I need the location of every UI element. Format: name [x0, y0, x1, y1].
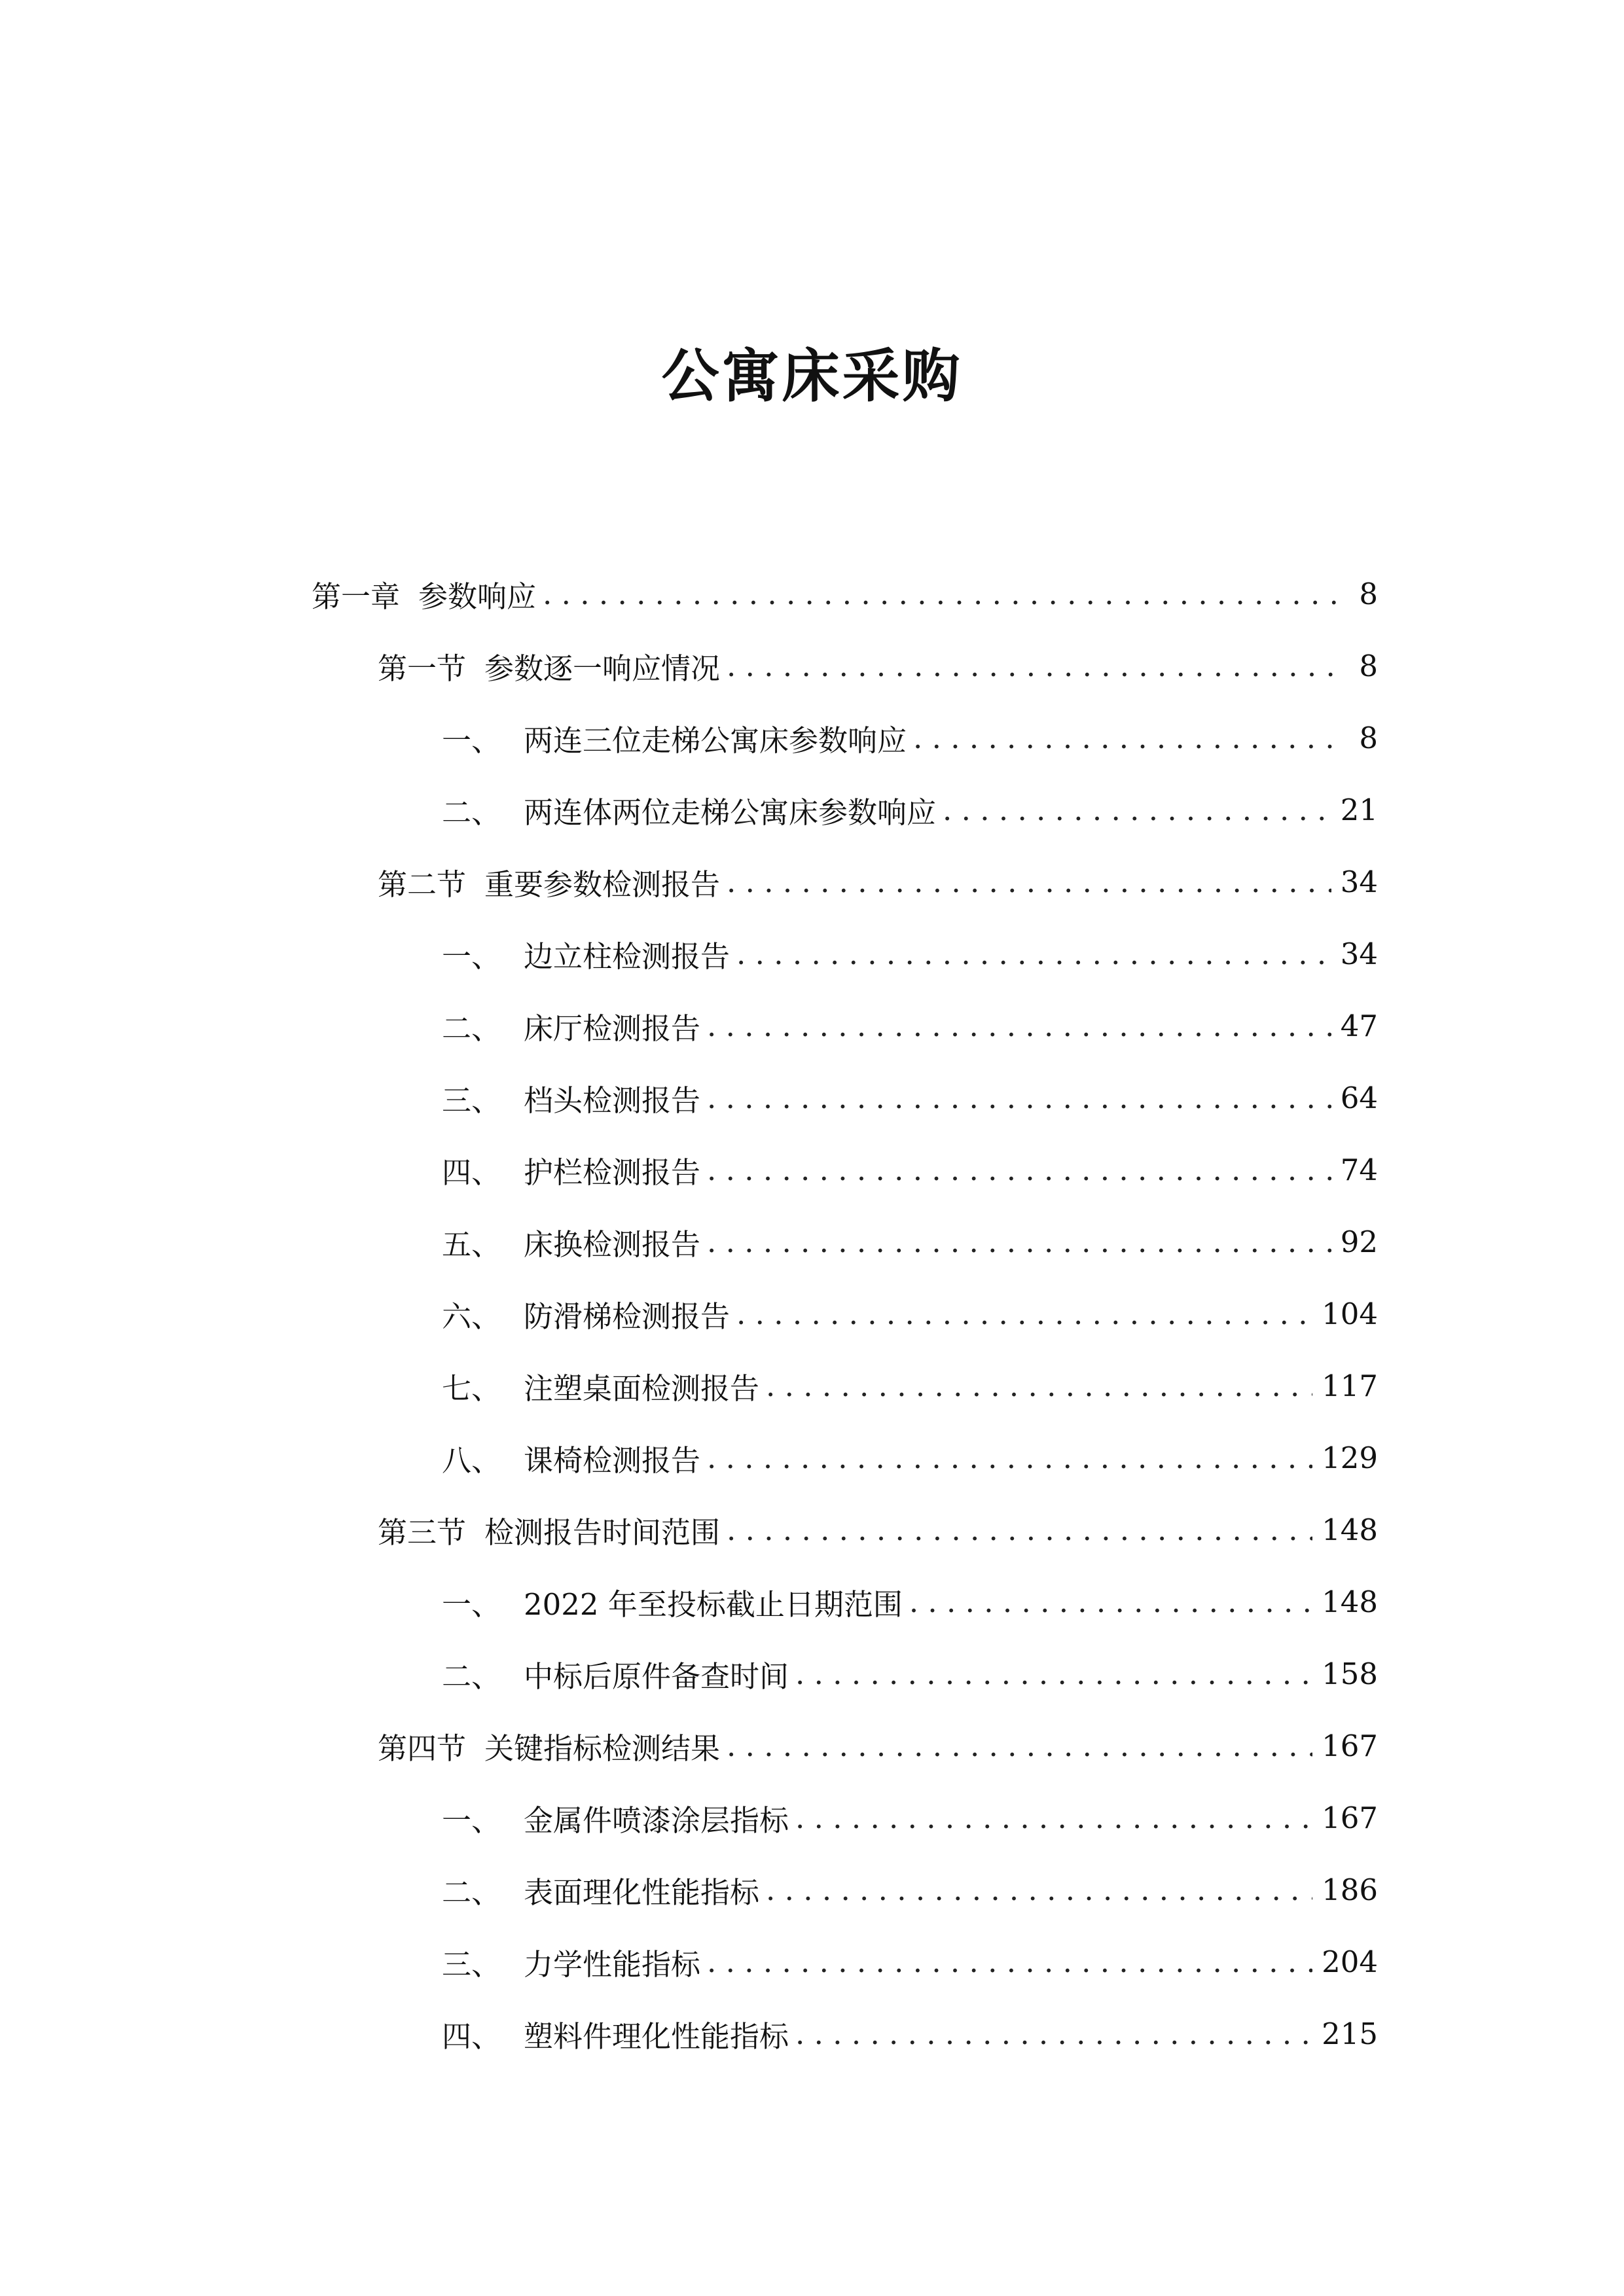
- toc-entry-page-number: 148: [1322, 1584, 1378, 1619]
- toc-entry-title: 档头检测报告: [524, 1083, 701, 1118]
- toc-dot-leader: [543, 577, 1343, 611]
- toc-entry-level-2[interactable]: [0, 1710, 1624, 1782]
- toc-entry-number: 二、: [442, 1874, 501, 1910]
- toc-entry-level-1[interactable]: [0, 558, 1624, 630]
- toc-entry-title: 两连体两位走梯公寓床参数响应: [524, 795, 937, 830]
- toc-entry-page-number: 92: [1340, 1224, 1378, 1259]
- toc-dot-leader: [707, 1153, 1331, 1187]
- toc-entry-level-3[interactable]: [0, 1638, 1624, 1710]
- toc-dot-leader: [909, 1585, 1312, 1619]
- toc-entry-page-number: 34: [1340, 864, 1378, 899]
- toc-entry-title: 中标后原件备查时间: [524, 1659, 789, 1694]
- toc-entry-level-3[interactable]: [0, 702, 1624, 774]
- toc-entry-page-number: 148: [1322, 1512, 1378, 1547]
- toc-entry-page-number: 186: [1322, 1872, 1378, 1907]
- toc-entry-number: 二、: [442, 1011, 501, 1046]
- toc-entry-page-number: 215: [1322, 2016, 1378, 2051]
- toc-entry-level-2[interactable]: [0, 630, 1624, 702]
- toc-dot-leader: [795, 1657, 1312, 1691]
- toc-dot-leader: [766, 1369, 1312, 1403]
- toc-entry-page-number: 8: [1359, 648, 1378, 683]
- toc-dot-leader: [766, 1873, 1312, 1907]
- toc-entry-title: 塑料件理化性能指标: [524, 2018, 789, 2054]
- toc-entry-number: 三、: [442, 1946, 501, 1982]
- toc-entry-level-3[interactable]: [0, 774, 1624, 846]
- toc-entry-title: 边立柱检测报告: [524, 939, 731, 974]
- toc-entry-title: 床厅检测报告: [524, 1011, 701, 1046]
- toc-entry-title: 金属件喷漆涂层指标: [524, 1803, 789, 1838]
- toc-dot-leader: [707, 1441, 1312, 1475]
- toc-entry-title: 护栏检测报告: [524, 1155, 701, 1190]
- toc-dot-leader: [795, 2017, 1312, 2051]
- toc-entry-level-2[interactable]: [0, 1494, 1624, 1566]
- toc-dot-leader: [707, 1009, 1331, 1043]
- toc-entry-page-number: 129: [1322, 1440, 1378, 1475]
- toc-entry-page-number: 34: [1340, 936, 1378, 971]
- toc-entry-number: 三、: [442, 1083, 501, 1118]
- toc-dot-leader: [913, 721, 1343, 755]
- toc-entry-number: 一、: [442, 939, 501, 974]
- toc-entry-number: 一、: [442, 723, 501, 758]
- toc-entry-title: 表面理化性能指标: [524, 1874, 760, 1910]
- toc-dot-leader: [707, 1945, 1312, 1979]
- toc-entry-number: 一、: [442, 1587, 501, 1622]
- toc-dot-leader: [727, 865, 1331, 899]
- toc-entry-level-3[interactable]: [0, 1998, 1624, 2070]
- toc-entry-number: 八、: [442, 1443, 501, 1478]
- toc-entry-level-3[interactable]: [0, 1926, 1624, 1998]
- toc-entry-page-number: 167: [1322, 1800, 1378, 1835]
- toc-entry-number: 五、: [442, 1227, 501, 1262]
- toc-entry-number: 第一章: [312, 579, 401, 614]
- toc-entry-number: 四、: [442, 2018, 501, 2054]
- toc-dot-leader: [795, 1801, 1312, 1835]
- toc-entry-page-number: 104: [1322, 1296, 1378, 1331]
- toc-entry-number: 二、: [442, 1659, 501, 1694]
- toc-dot-leader: [727, 1513, 1312, 1547]
- toc-entry-page-number: 8: [1359, 576, 1378, 611]
- toc-entry-page-number: 204: [1322, 1944, 1378, 1979]
- toc-entry-number: 七、: [442, 1371, 501, 1406]
- toc-entry-title: 课椅检测报告: [524, 1443, 701, 1478]
- toc-entry-page-number: 21: [1340, 792, 1378, 827]
- toc-entry-level-3[interactable]: [0, 918, 1624, 990]
- toc-entry-level-3[interactable]: [0, 1782, 1624, 1854]
- toc-entry-level-3[interactable]: [0, 1566, 1624, 1638]
- toc-entry-number: 六、: [442, 1299, 501, 1334]
- toc-dot-leader: [707, 1081, 1331, 1115]
- toc-entry-page-number: 158: [1322, 1656, 1378, 1691]
- toc-entry-page-number: 8: [1359, 720, 1378, 755]
- toc-entry-title: 关键指标检测结果: [484, 1731, 721, 1766]
- table-of-contents: [0, 558, 1624, 2070]
- toc-entry-title: 床换检测报告: [524, 1227, 701, 1262]
- toc-entry-level-3[interactable]: [0, 1854, 1624, 1926]
- toc-entry-page-number: 74: [1340, 1152, 1378, 1187]
- toc-dot-leader: [736, 1297, 1312, 1331]
- toc-entry-page-number: 47: [1340, 1008, 1378, 1043]
- toc-entry-page-number: 64: [1340, 1080, 1378, 1115]
- toc-entry-title: 参数响应: [418, 579, 537, 614]
- toc-entry-level-3[interactable]: [0, 1350, 1624, 1422]
- toc-entry-title: 重要参数检测报告: [484, 867, 721, 902]
- toc-entry-page-number: 117: [1322, 1368, 1378, 1403]
- toc-entry-level-2[interactable]: [0, 846, 1624, 918]
- toc-entry-level-3[interactable]: [0, 1422, 1624, 1494]
- toc-dot-leader: [727, 1729, 1312, 1763]
- toc-entry-page-number: 167: [1322, 1728, 1378, 1763]
- toc-dot-leader: [727, 649, 1343, 683]
- document-title: 公寓床采购: [661, 342, 963, 410]
- toc-entry-number: 第一节: [378, 651, 467, 686]
- toc-entry-number: 二、: [442, 795, 501, 830]
- toc-entry-level-3[interactable]: [0, 1206, 1624, 1278]
- toc-entry-title: 两连三位走梯公寓床参数响应: [524, 723, 907, 758]
- toc-entry-number: 第二节: [378, 867, 467, 902]
- toc-entry-title: 检测报告时间范围: [484, 1515, 721, 1550]
- toc-entry-number: 一、: [442, 1803, 501, 1838]
- toc-entry-level-3[interactable]: [0, 990, 1624, 1062]
- toc-dot-leader: [736, 937, 1331, 971]
- toc-entry-number: 第三节: [378, 1515, 467, 1550]
- toc-entry-number: 第四节: [378, 1731, 467, 1766]
- toc-entry-title: 2022 年至投标截止日期范围: [524, 1587, 903, 1622]
- toc-entry-number: 四、: [442, 1155, 501, 1190]
- toc-dot-leader: [943, 793, 1331, 827]
- toc-entry-title: 力学性能指标: [524, 1946, 701, 1982]
- toc-entry-title: 防滑梯检测报告: [524, 1299, 731, 1334]
- toc-entry-level-3[interactable]: [0, 1134, 1624, 1206]
- toc-entry-level-3[interactable]: [0, 1278, 1624, 1350]
- toc-entry-title: 注塑桌面检测报告: [524, 1371, 760, 1406]
- toc-dot-leader: [707, 1225, 1331, 1259]
- toc-entry-level-3[interactable]: [0, 1062, 1624, 1134]
- toc-entry-title: 参数逐一响应情况: [484, 651, 721, 686]
